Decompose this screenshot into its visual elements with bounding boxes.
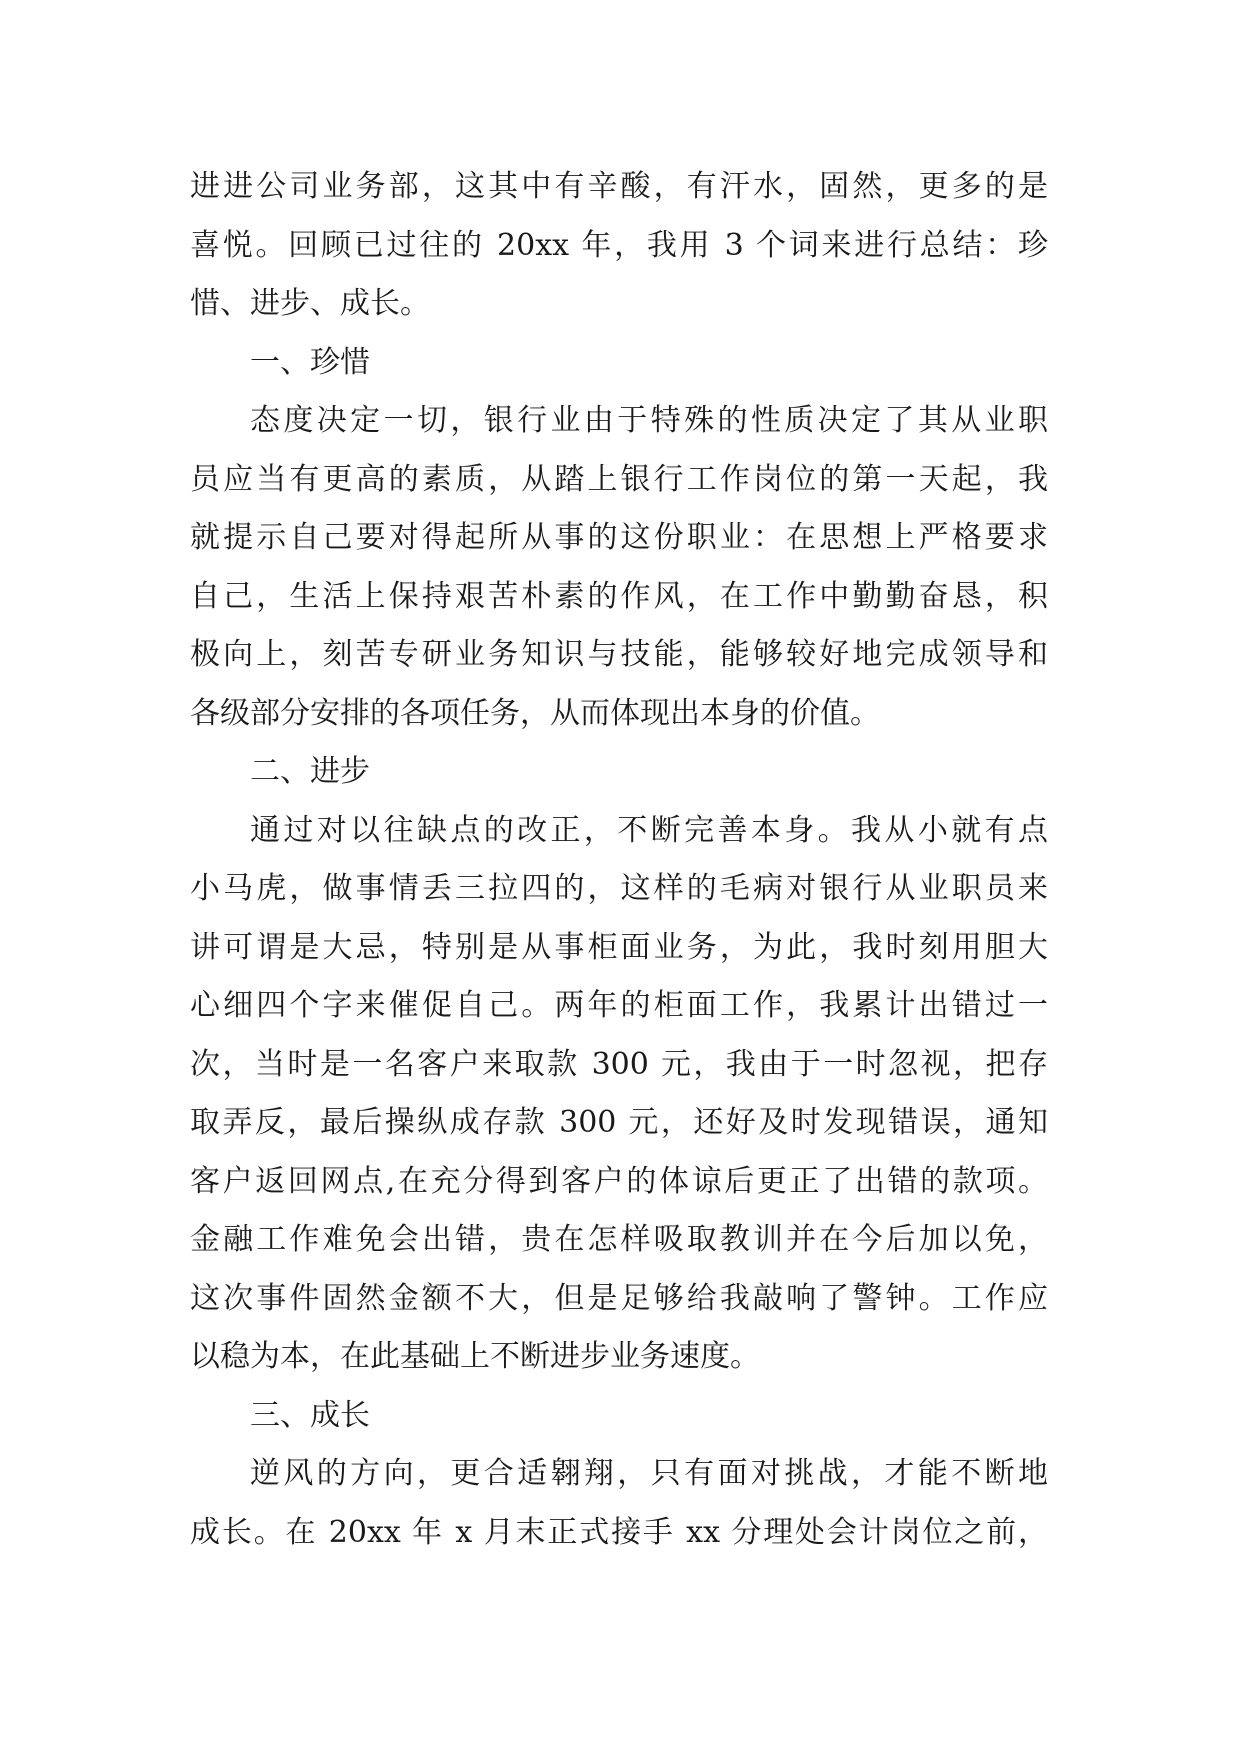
- text-line: 各级部分安排的各项任务，从而体现出本身的价值。: [190, 695, 880, 731]
- text-line: 通过对以往缺点的改正，不断完善本身。我从小就有点: [250, 812, 1048, 848]
- text-line: 员应当有更高的素质，从踏上银行工作岗位的第一天起，我: [190, 461, 1048, 497]
- text-line: 进进公司业务部，这其中有辛酸，有汗水，固然，更多的是: [190, 169, 1048, 204]
- text-line: 惜、进步、成长。: [190, 286, 430, 321]
- text-line: 极向上，刻苦专研业务知识与技能，能够较好地完成领导和: [190, 637, 1048, 672]
- text-line: 金融工作难免会出错，贵在怎样吸取教训并在今后加以免，: [190, 1222, 1048, 1257]
- text-line: 逆风的方向，更合适翱翔，只有面对挑战，才能不断地: [250, 1456, 1048, 1491]
- text-line: 小马虎，做事情丢三拉四的，这样的毛病对银行从业职员来: [190, 871, 1048, 906]
- section-heading-growth: 三、成长: [250, 1397, 370, 1433]
- text-line: 取弄反，最后操纵成存款 300 元，还好及时发现错误，通知: [190, 1105, 1048, 1140]
- text-line: 心细四个字来催促自己。两年的柜面工作，我累计出错过一: [190, 988, 1048, 1023]
- text-line: 就提示自己要对得起所从事的这份职业：在思想上严格要求: [190, 520, 1048, 555]
- text-line: 以稳为本，在此基础上不断进步业务速度。: [190, 1339, 760, 1374]
- section-heading-cherish: 一、珍惜: [250, 344, 370, 380]
- text-line: 态度决定一切，银行业由于特殊的性质决定了其从业职: [250, 403, 1048, 438]
- document-body: [190, 158, 1048, 1562]
- text-line: 自己，生活上保持艰苦朴素的作风，在工作中勤勤奋恳，积: [190, 578, 1048, 614]
- text-line: 喜悦。回顾已过往的 20xx 年，我用 3 个词来进行总结：珍: [190, 227, 1048, 263]
- text-line: 讲可谓是大忌，特别是从事柜面业务，为此，我时刻用胆大: [190, 929, 1048, 965]
- text-line: 成长。在 20xx 年 x 月末正式接手 xx 分理处会计岗位之前，: [190, 1514, 1048, 1550]
- section-heading-progress: 二、进步: [250, 754, 370, 789]
- text-line: 客户返回网点,在充分得到客户的体谅后更正了出错的款项。: [190, 1163, 1048, 1199]
- text-line: 次，当时是一名客户来取款 300 元，我由于一时忽视，把存: [190, 1046, 1048, 1082]
- text-line: 这次事件固然金额不大，但是足够给我敲响了警钟。工作应: [190, 1280, 1048, 1316]
